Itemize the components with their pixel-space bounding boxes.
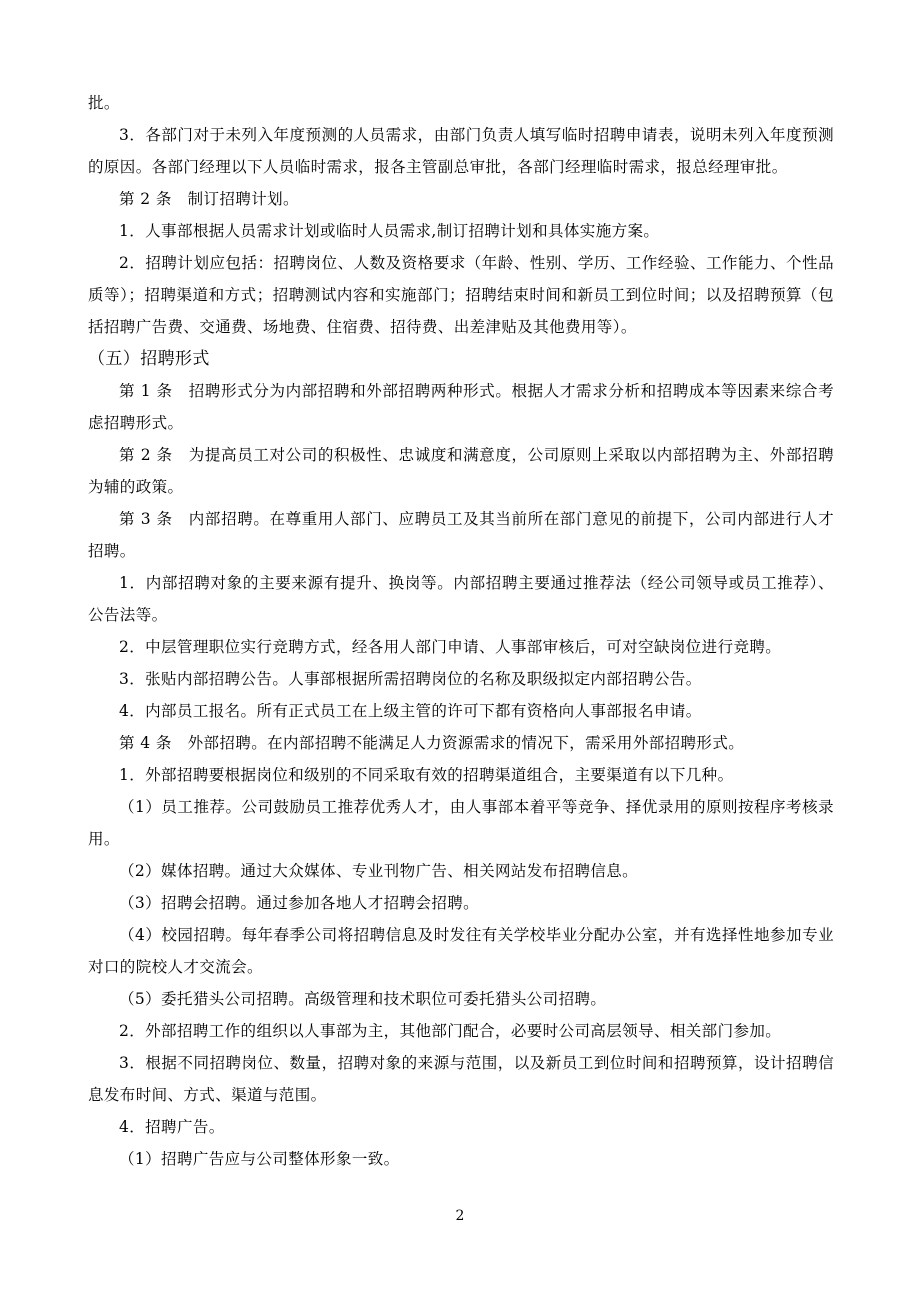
document-body bbox=[88, 87, 834, 1175]
paragraph: 第 3 条 内部招聘。在尊重用人部门、应聘员工及其当前所在部门意见的前提下，公司内部进行人才招聘。 bbox=[88, 510, 834, 560]
paragraph: （1）员工推荐。公司鼓励员工推荐优秀人才，由人事部本着平等竞争、择优录用的原则按程序考核录用。 bbox=[88, 798, 834, 848]
paragraph: 4．招聘广告。 bbox=[119, 1118, 225, 1136]
paragraph: 3．根据不同招聘岗位、数量，招聘对象的来源与范围，以及新员工到位时间和招聘预算，设计招聘信息发布时间、方式、渠道与范围。 bbox=[88, 1054, 834, 1104]
paragraph: （1）招聘广告应与公司整体形象一致。 bbox=[119, 1150, 400, 1168]
paragraph: 批。 bbox=[88, 94, 120, 112]
paragraph: 2．招聘计划应包括：招聘岗位、人数及资格要求（年龄、性别、学历、工作经验、工作能力、个性品质等）；招聘渠道和方式；招聘测试内容和实施部门；招聘结束时间和新员工到位时间；以及招聘预算（包括招聘广告费、交通费、场地费、住宿费、招待费、出差津贴及其他费用等）。 bbox=[88, 254, 834, 336]
paragraph: 2．外部招聘工作的组织以人事部为主，其他部门配合，必要时公司高层领导、相关部门参加。 bbox=[119, 1022, 782, 1040]
paragraph: 第 2 条 为提高员工对公司的积极性、忠诚度和满意度，公司原则上采取以内部招聘为主、外部招聘为辅的政策。 bbox=[88, 446, 834, 496]
paragraph: 2．中层管理职位实行竞聘方式，经各用人部门申请、人事部审核后，可对空缺岗位进行竞聘。 bbox=[119, 638, 782, 656]
paragraph: 1．人事部根据人员需求计划或临时人员需求,制订招聘计划和具体实施方案。 bbox=[119, 222, 660, 240]
paragraph: 第 1 条 招聘形式分为内部招聘和外部招聘两种形式。根据人才需求分析和招聘成本等因素来综合考虑招聘形式。 bbox=[88, 382, 834, 432]
paragraph: 4．内部员工报名。所有正式员工在上级主管的许可下都有资格向人事部报名申请。 bbox=[119, 702, 702, 720]
paragraph: （2）媒体招聘。通过大众媒体、专业刊物广告、相关网站发布招聘信息。 bbox=[119, 862, 639, 880]
paragraph: 3．张贴内部招聘公告。人事部根据所需招聘岗位的名称及职级拟定内部招聘公告。 bbox=[119, 670, 702, 688]
paragraph: （3）招聘会招聘。通过参加各地人才招聘会招聘。 bbox=[119, 894, 480, 912]
article-title: 第 2 条 制订招聘计划。 bbox=[119, 190, 299, 208]
paragraph: （4）校园招聘。每年春季公司将招聘信息及时发往有关学校毕业分配办公室，并有选择性地参加专业对口的院校人才交流会。 bbox=[88, 926, 834, 976]
paragraph: 第 4 条 外部招聘。在内部招聘不能满足人力资源需求的情况下，需采用外部招聘形式。 bbox=[119, 734, 745, 752]
paragraph: 1．外部招聘要根据岗位和级别的不同采取有效的招聘渠道组合，主要渠道有以下几种。 bbox=[119, 766, 734, 784]
paragraph: 1．内部招聘对象的主要来源有提升、换岗等。内部招聘主要通过推荐法（经公司领导或员工推荐）、公告法等。 bbox=[88, 574, 834, 624]
paragraph: 3．各部门对于未列入年度预测的人员需求，由部门负责人填写临时招聘申请表，说明未列入年度预测的原因。各部门经理以下人员临时需求，报各主管副总审批，各部门经理临时需求，报总经理审批。 bbox=[88, 126, 834, 176]
page-number: 2 bbox=[455, 1208, 465, 1224]
paragraph: （5）委托猎头公司招聘。高级管理和技术职位可委托猎头公司招聘。 bbox=[119, 990, 607, 1008]
section-heading: （五）招聘形式 bbox=[88, 349, 210, 369]
